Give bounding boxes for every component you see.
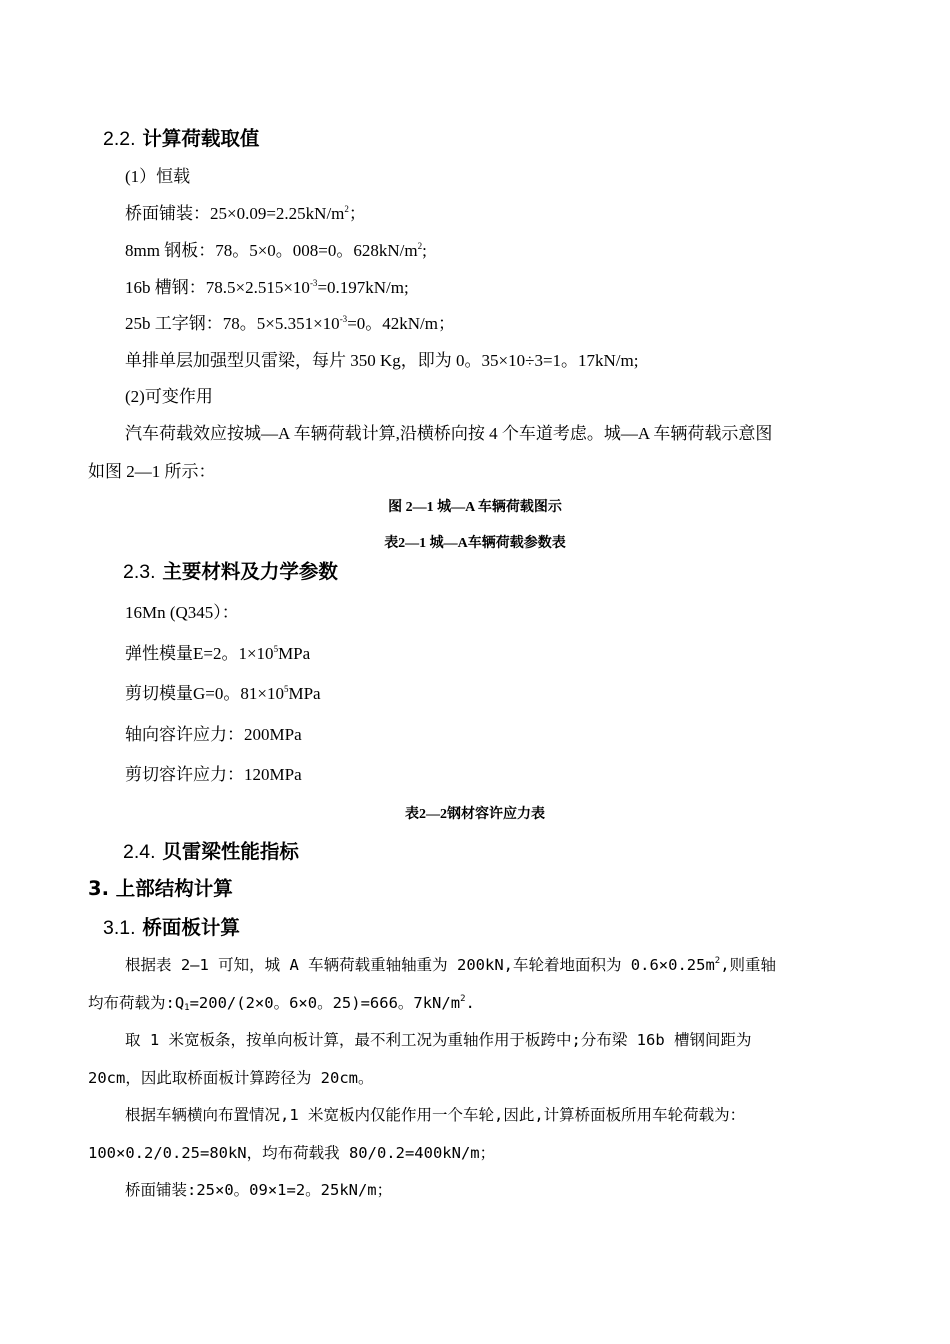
table-caption-2-1: 表2—1 城—A车辆荷载参数表 xyxy=(384,536,566,551)
heading-2-4: 2.4. 贝雷梁性能指标 xyxy=(123,840,299,863)
material-name: 16Mn (Q345）： xyxy=(125,603,239,622)
heading-3: 3. 上部结构计算 xyxy=(88,877,233,900)
paragraph-dead-load: (1）恒载 xyxy=(125,167,191,186)
paragraph-vehicle-load-1: 汽车荷载效应按城—A 车辆荷载计算,沿横桥向按 4 个车道考虑。城—A 车辆荷载示意图 xyxy=(125,424,773,443)
calc-paragraph-2b: 20cm，因此取桥面板计算跨径为 20cm。 xyxy=(88,1069,374,1087)
calc-paragraph-2a: 取 1 米宽板条，按单向板计算，最不利工况为重轴作用于板跨中;分布梁 16b 槽钢间距为 xyxy=(125,1031,752,1049)
calc-paragraph-4: 桥面铺装:25×0。09×1=2。25kN/m； xyxy=(125,1181,393,1199)
table-caption-2-2: 表2—2钢材容许应力表 xyxy=(405,807,545,822)
elastic-modulus: 弹性模量E=2。$1\times 10^5MPa$ xyxy=(125,644,311,663)
paragraph-vehicle-load-2: 如图 2—1 所示： xyxy=(88,462,216,481)
paragraph-i-beam: 25b 工字钢：78。$5\times 5.351\times 10^{-3}=0$。42kN/m； xyxy=(125,314,455,333)
heading-3-1: 3.1. 桥面板计算 xyxy=(103,916,240,939)
heading-2-3: 2.3. 主要材料及力学参数 xyxy=(123,560,338,583)
figure-caption-2-1: 图 2—1 城—A 车辆荷载图示 xyxy=(388,500,562,515)
paragraph-bailey-beam: 单排单层加强型贝雷梁，每片 350 Kg，即为 0。35×10÷3=1。17kN/m; xyxy=(125,351,639,370)
paragraph-channel-steel: 16b 槽钢：$78.5\times 2.515\times 10^{-3}=0.197kN/m$; xyxy=(125,278,409,297)
paragraph-deck-pavement: 桥面铺装：$25\times 0.09=2.25kN/m^2$； xyxy=(125,204,366,223)
calc-paragraph-3b: 100×0.2/0.25=80kN，均布荷载我 80/0.2=400kN/m； xyxy=(88,1144,496,1162)
shear-modulus: 剪切模量G=0。$81\times 10^5MPa$ xyxy=(125,684,321,703)
heading-number: 2.2. xyxy=(103,128,136,150)
paragraph-steel-plate: 8mm 钢板：78。5×0。008=0。$628kN/m^2$; xyxy=(125,241,427,260)
calc-paragraph-1b: 均布荷载为$:Q_1=200/(2\times 0$。6×0。25)=666。$7kN/m^2$. xyxy=(88,994,475,1013)
calc-paragraph-1a: 根据表 2—1 可知，城 A 车辆荷载重轴轴重为 200kN,车轮着地面积为 $0.6\times 0.25m^2$,则重轴 xyxy=(125,956,777,974)
heading-2-2 xyxy=(103,129,259,150)
calc-paragraph-3a: 根据车辆横向布置情况,1 米宽板内仅能作用一个车轮,因此,计算桥面板所用车轮荷载为： xyxy=(125,1106,746,1124)
shear-allowable-stress: 剪切容许应力：120MPa xyxy=(125,765,302,784)
paragraph-variable-action: (2)可变作用 xyxy=(125,387,213,406)
heading-title: 计算荷载取值 xyxy=(142,127,260,150)
axial-allowable-stress: 轴向容许应力：200MPa xyxy=(125,725,302,744)
